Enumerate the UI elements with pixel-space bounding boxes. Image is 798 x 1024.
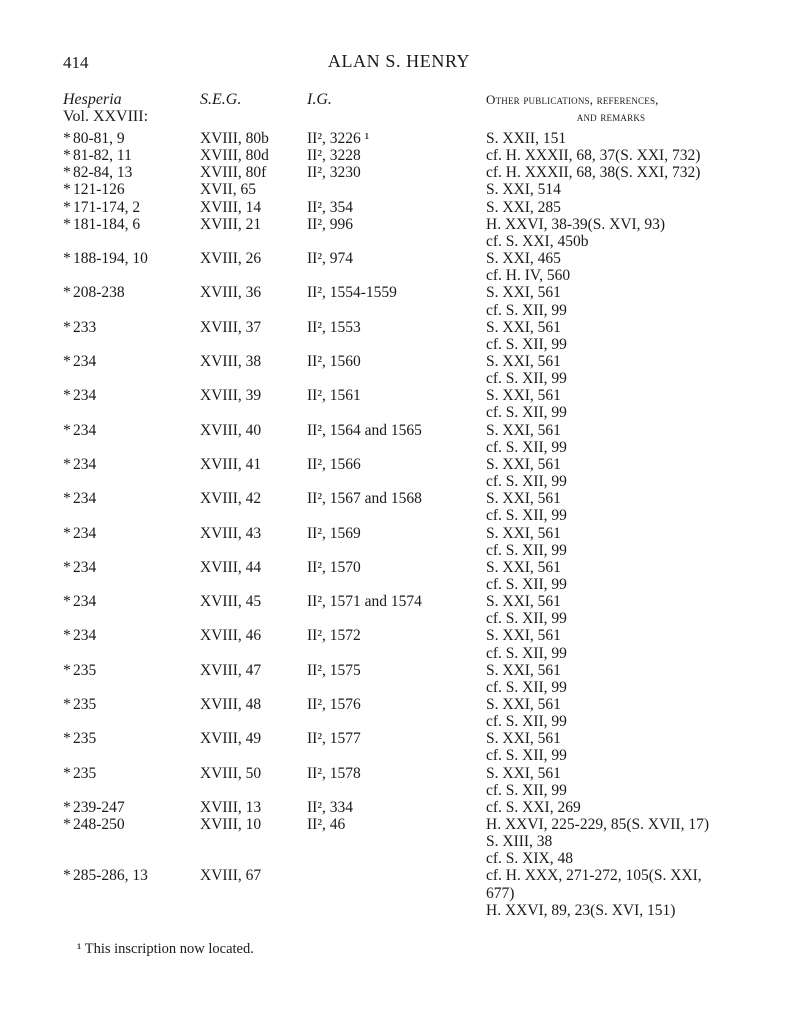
cell-remarks: S. XXI, 285 xyxy=(486,198,561,216)
cell-remarks: cf. S. XXI, 450b xyxy=(486,232,589,250)
asterisk-mark: * xyxy=(63,695,71,713)
cell-remarks: S. XXI, 561 xyxy=(486,730,561,748)
table-row xyxy=(0,319,798,336)
cell-remarks: 677) xyxy=(486,884,515,902)
column-header-remarks xyxy=(486,91,736,125)
hesperia-ref: 234 xyxy=(73,421,97,439)
hesperia-ref: 188-194, 10 xyxy=(73,250,148,267)
asterisk-mark: * xyxy=(63,798,71,816)
table-row xyxy=(0,387,798,404)
cell-remarks: cf. S. XII, 99 xyxy=(486,747,567,765)
cell-hesperia xyxy=(63,610,73,627)
cell-remarks: S. XXI, 561 xyxy=(486,661,561,679)
table-row xyxy=(0,679,798,696)
cell-seg: XVIII, 26 xyxy=(200,250,262,267)
asterisk-mark: * xyxy=(63,387,71,405)
remarks-header-line2: and remarks xyxy=(576,109,646,124)
cell-hesperia xyxy=(63,525,96,542)
cell-ig: II², 1554-1559 xyxy=(307,284,397,302)
cell-hesperia xyxy=(63,662,96,679)
volume-label: Vol. XXVIII: xyxy=(63,108,149,125)
cell-hesperia xyxy=(63,422,96,439)
cell-remarks: cf. S. XII, 99 xyxy=(486,610,567,628)
cell-remarks: cf. S. XII, 99 xyxy=(486,473,567,490)
table-row xyxy=(0,439,798,456)
cell-ig: II², 996 xyxy=(307,215,353,233)
cell-remarks: cf. S. XII, 99 xyxy=(486,370,567,388)
cell-hesperia xyxy=(63,507,73,524)
table-row xyxy=(0,490,798,507)
cell-remarks: cf. S. XII, 99 xyxy=(486,507,567,525)
hesperia-ref: 234 xyxy=(73,558,97,576)
cell-hesperia xyxy=(63,336,73,353)
asterisk-mark: * xyxy=(63,215,71,233)
hesperia-ref: 181-184, 6 xyxy=(73,215,141,233)
cell-hesperia xyxy=(63,747,73,764)
hesperia-ref: 234 xyxy=(73,627,97,645)
cell-hesperia xyxy=(63,696,96,713)
cell-hesperia xyxy=(63,902,73,919)
cell-hesperia xyxy=(63,593,96,610)
hesperia-ref: 234 xyxy=(73,387,97,405)
asterisk-mark: * xyxy=(63,627,71,645)
column-header-seg: S.E.G. xyxy=(200,91,242,108)
table-row xyxy=(0,799,798,816)
cell-seg: XVIII, 50 xyxy=(200,764,262,782)
cell-hesperia xyxy=(63,885,73,902)
cell-ig: II², 1569 xyxy=(307,524,361,542)
cell-hesperia xyxy=(63,199,140,216)
cell-ig: II², 1560 xyxy=(307,352,361,370)
table-row xyxy=(0,216,798,233)
cell-remarks: cf. S. XII, 99 xyxy=(486,438,567,456)
cell-hesperia xyxy=(63,627,96,644)
hesperia-ref: 171-174, 2 xyxy=(73,198,141,216)
cell-seg: XVIII, 67 xyxy=(200,867,262,885)
cell-remarks: S. XXI, 561 xyxy=(486,352,561,370)
cell-remarks: H. XXVI, 89, 23(S. XVI, 151) xyxy=(486,901,676,919)
cell-ig: II², 1566 xyxy=(307,455,361,473)
table-row xyxy=(0,747,798,764)
cell-seg: XVIII, 10 xyxy=(200,816,262,833)
cell-hesperia xyxy=(63,576,73,593)
cell-hesperia xyxy=(63,782,73,799)
cell-remarks: cf. S. XII, 99 xyxy=(486,575,567,593)
cell-remarks: cf. S. XII, 99 xyxy=(486,335,567,353)
cell-remarks: S. XXI, 561 xyxy=(486,318,561,336)
column-header-ig: I.G. xyxy=(307,91,332,108)
footnote: ¹ This inscription now located. xyxy=(77,941,254,957)
cell-seg: XVIII, 13 xyxy=(200,798,262,816)
table-row xyxy=(0,473,798,490)
cell-seg: XVIII, 49 xyxy=(200,730,262,748)
cell-ig: II², 1575 xyxy=(307,661,361,679)
cell-hesperia xyxy=(63,353,96,370)
hesperia-ref: 239-247 xyxy=(73,798,125,816)
asterisk-mark: * xyxy=(63,164,71,182)
cell-seg: XVIII, 37 xyxy=(200,318,262,336)
cell-ig: II², 1570 xyxy=(307,558,361,576)
asterisk-mark: * xyxy=(63,198,71,216)
table-row xyxy=(0,456,798,473)
asterisk-mark: * xyxy=(63,730,71,748)
asterisk-mark: * xyxy=(63,284,71,302)
hesperia-ref: 235 xyxy=(73,661,97,679)
cell-ig: II², 1572 xyxy=(307,627,361,645)
cell-remarks: cf. S. XII, 99 xyxy=(486,781,567,799)
asterisk-mark: * xyxy=(63,867,71,885)
cell-hesperia xyxy=(63,233,73,250)
cell-hesperia xyxy=(63,439,73,456)
cell-remarks: S. XXI, 561 xyxy=(486,558,561,576)
cell-hesperia xyxy=(63,816,125,833)
cell-ig: II², 1576 xyxy=(307,695,361,713)
cell-ig: II², 1553 xyxy=(307,318,361,336)
asterisk-mark: * xyxy=(63,816,71,833)
cell-seg: XVIII, 80b xyxy=(200,130,269,147)
table-row xyxy=(0,404,798,421)
table-row xyxy=(0,645,798,662)
cell-hesperia xyxy=(63,799,125,816)
hesperia-ref: 121-126 xyxy=(73,181,125,199)
cell-hesperia xyxy=(63,147,132,164)
asterisk-mark: * xyxy=(63,455,71,473)
asterisk-mark: * xyxy=(63,130,71,147)
table-row xyxy=(0,130,798,147)
table-row xyxy=(0,782,798,799)
cell-hesperia xyxy=(63,181,125,198)
table-row xyxy=(0,422,798,439)
cell-hesperia xyxy=(63,679,73,696)
cell-seg: XVIII, 46 xyxy=(200,627,262,645)
cell-remarks: S. XXI, 561 xyxy=(486,524,561,542)
remarks-header-line1: Other publications, references, xyxy=(486,92,659,107)
table-row xyxy=(0,199,798,216)
cell-ig: II², 1577 xyxy=(307,730,361,748)
page-number: 414 xyxy=(63,53,89,72)
cell-remarks: S. XXI, 561 xyxy=(486,421,561,439)
asterisk-mark: * xyxy=(63,250,71,267)
table-row xyxy=(0,267,798,284)
cell-hesperia xyxy=(63,542,73,559)
cell-remarks: S. XXI, 561 xyxy=(486,284,561,302)
cell-hesperia xyxy=(63,404,73,421)
hesperia-ref: 234 xyxy=(73,352,97,370)
cell-hesperia xyxy=(63,387,96,404)
hesperia-ref: 233 xyxy=(73,318,97,336)
asterisk-mark: * xyxy=(63,490,71,508)
table-row xyxy=(0,542,798,559)
cell-hesperia xyxy=(63,370,73,387)
table-row xyxy=(0,559,798,576)
asterisk-mark: * xyxy=(63,352,71,370)
cell-hesperia xyxy=(63,302,73,319)
cell-remarks: H. XXVI, 38-39(S. XVI, 93) xyxy=(486,215,666,233)
table-row xyxy=(0,850,798,867)
cell-seg: XVIII, 44 xyxy=(200,558,262,576)
table-row xyxy=(0,250,798,267)
asterisk-mark: * xyxy=(63,524,71,542)
cell-seg: XVIII, 45 xyxy=(200,593,262,610)
table-row xyxy=(0,370,798,387)
cell-seg: XVIII, 80f xyxy=(200,164,267,182)
cell-remarks: H. XXVI, 225-229, 85(S. XVII, 17) xyxy=(486,816,710,833)
cell-hesperia xyxy=(63,284,125,301)
table-row xyxy=(0,593,798,610)
running-head: ALAN S. HENRY xyxy=(327,51,471,71)
table-row xyxy=(0,147,798,164)
cell-remarks: cf. H. XXXII, 68, 37(S. XXI, 732) xyxy=(486,147,701,165)
cell-remarks: S. XIII, 38 xyxy=(486,833,553,851)
cell-hesperia xyxy=(63,765,96,782)
cell-seg: XVIII, 48 xyxy=(200,695,262,713)
cell-ig: II², 3230 xyxy=(307,164,361,182)
cell-seg: XVIII, 42 xyxy=(200,490,262,508)
asterisk-mark: * xyxy=(63,593,71,610)
cell-ig: II², 3226 ¹ xyxy=(307,130,370,147)
cell-seg: XVIII, 38 xyxy=(200,352,262,370)
cell-ig: II², 3228 xyxy=(307,147,361,165)
cell-ig: II², 1571 and 1574 xyxy=(307,593,422,610)
cell-hesperia xyxy=(63,250,148,267)
cell-ig: II², 1561 xyxy=(307,387,361,405)
table-row xyxy=(0,525,798,542)
cell-remarks: S. XXI, 561 xyxy=(486,695,561,713)
table-row xyxy=(0,181,798,198)
cell-hesperia xyxy=(63,130,125,147)
cell-seg: XVIII, 21 xyxy=(200,215,262,233)
cell-remarks: cf. S. XIX, 48 xyxy=(486,850,573,868)
asterisk-mark: * xyxy=(63,558,71,576)
cell-ig: II², 1564 and 1565 xyxy=(307,421,422,439)
cell-ig: II², 46 xyxy=(307,816,346,833)
hesperia-ref: 235 xyxy=(73,695,97,713)
table-row xyxy=(0,662,798,679)
table-row xyxy=(0,164,798,181)
hesperia-ref: 234 xyxy=(73,455,97,473)
table-row xyxy=(0,765,798,782)
cell-hesperia xyxy=(63,473,73,490)
cell-remarks: S. XXI, 561 xyxy=(486,490,561,508)
cell-ig: II², 354 xyxy=(307,198,353,216)
table-row xyxy=(0,284,798,301)
cell-ig: II², 334 xyxy=(307,798,353,816)
cell-hesperia xyxy=(63,559,96,576)
hesperia-ref: 234 xyxy=(73,593,97,610)
cell-remarks: S. XXI, 561 xyxy=(486,627,561,645)
cell-hesperia xyxy=(63,216,140,233)
cell-remarks: S. XXI, 561 xyxy=(486,764,561,782)
cell-hesperia xyxy=(63,730,96,747)
cell-hesperia xyxy=(63,490,96,507)
table-row xyxy=(0,576,798,593)
cell-hesperia xyxy=(63,645,73,662)
cell-ig: II², 1567 and 1568 xyxy=(307,490,422,508)
cell-remarks: cf. S. XII, 99 xyxy=(486,301,567,319)
cell-remarks: cf. H. XXX, 271-272, 105(S. XXI, xyxy=(486,867,702,885)
cell-seg: XVIII, 36 xyxy=(200,284,262,302)
cell-ig: II², 1578 xyxy=(307,764,361,782)
cell-seg: XVIII, 43 xyxy=(200,524,262,542)
cell-remarks: cf. S. XII, 99 xyxy=(486,713,567,731)
cell-remarks: S. XXI, 561 xyxy=(486,455,561,473)
hesperia-ref: 234 xyxy=(73,490,97,508)
cell-remarks: cf. S. XXI, 269 xyxy=(486,798,581,816)
cell-remarks: cf. H. IV, 560 xyxy=(486,267,571,285)
cell-hesperia xyxy=(63,867,148,884)
cell-seg: XVIII, 14 xyxy=(200,198,262,216)
cell-remarks: S. XXII, 151 xyxy=(486,130,567,147)
column-header-hesperia: Hesperia xyxy=(63,91,122,108)
table-row xyxy=(0,336,798,353)
table-row xyxy=(0,816,798,833)
table-row xyxy=(0,713,798,730)
hesperia-ref: 82-84, 13 xyxy=(73,164,133,182)
hesperia-ref: 285-286, 13 xyxy=(73,867,148,885)
asterisk-mark: * xyxy=(63,764,71,782)
asterisk-mark: * xyxy=(63,147,71,165)
table-row xyxy=(0,730,798,747)
cell-remarks: S. XXI, 465 xyxy=(486,250,561,267)
hesperia-ref: 235 xyxy=(73,730,97,748)
table-row xyxy=(0,353,798,370)
hesperia-ref: 81-82, 11 xyxy=(73,147,132,165)
cell-hesperia xyxy=(63,319,96,336)
cell-hesperia xyxy=(63,713,73,730)
hesperia-ref: 248-250 xyxy=(73,816,125,833)
cell-hesperia xyxy=(63,164,132,181)
table-row xyxy=(0,507,798,524)
cell-remarks: S. XXI, 561 xyxy=(486,387,561,405)
table-row xyxy=(0,696,798,713)
cell-remarks: cf. S. XII, 99 xyxy=(486,541,567,559)
cell-remarks: cf. S. XII, 99 xyxy=(486,678,567,696)
cell-hesperia xyxy=(63,833,73,850)
table-row xyxy=(0,610,798,627)
cell-ig: II², 974 xyxy=(307,250,353,267)
cell-seg: XVIII, 41 xyxy=(200,455,262,473)
cell-hesperia xyxy=(63,267,73,284)
cell-seg: XVIII, 47 xyxy=(200,661,262,679)
hesperia-ref: 80-81, 9 xyxy=(73,130,125,147)
cell-hesperia xyxy=(63,850,73,867)
cell-seg: XVII, 65 xyxy=(200,181,256,199)
table-row xyxy=(0,302,798,319)
asterisk-mark: * xyxy=(63,181,71,199)
table-row xyxy=(0,833,798,850)
table-row xyxy=(0,902,798,919)
cell-remarks: cf. H. XXXII, 68, 38(S. XXI, 732) xyxy=(486,164,701,182)
table-row xyxy=(0,233,798,250)
hesperia-ref: 235 xyxy=(73,764,97,782)
cell-remarks: S. XXI, 514 xyxy=(486,181,561,199)
hesperia-ref: 208-238 xyxy=(73,284,125,302)
cell-seg: XVIII, 80d xyxy=(200,147,269,165)
cell-remarks: S. XXI, 561 xyxy=(486,593,561,610)
cell-remarks: cf. S. XII, 99 xyxy=(486,644,567,662)
asterisk-mark: * xyxy=(63,661,71,679)
cell-seg: XVIII, 40 xyxy=(200,421,262,439)
cell-hesperia xyxy=(63,456,96,473)
cell-remarks: cf. S. XII, 99 xyxy=(486,404,567,422)
cell-seg: XVIII, 39 xyxy=(200,387,262,405)
table-row xyxy=(0,627,798,644)
asterisk-mark: * xyxy=(63,421,71,439)
asterisk-mark: * xyxy=(63,318,71,336)
table-row xyxy=(0,885,798,902)
table-row xyxy=(0,867,798,884)
hesperia-ref: 234 xyxy=(73,524,97,542)
